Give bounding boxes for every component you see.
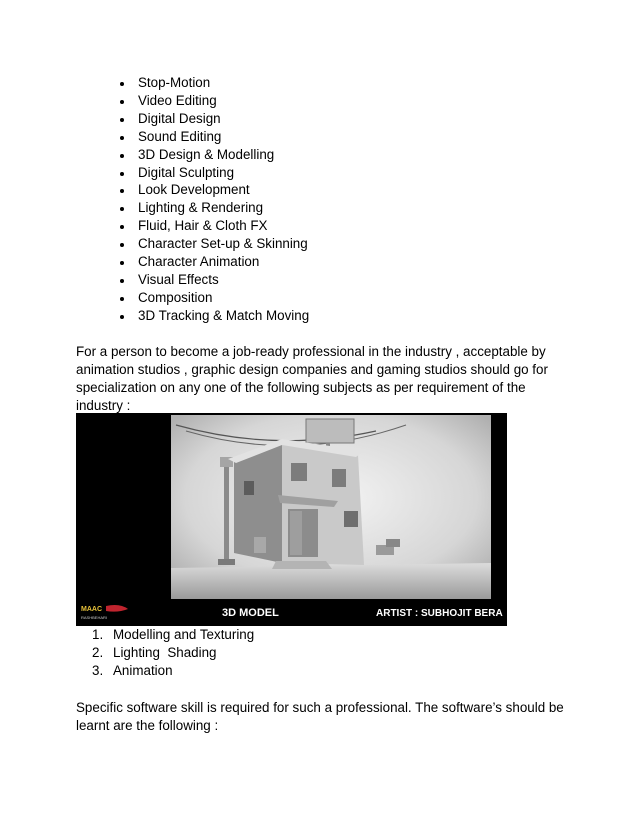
list-number: 2.: [92, 645, 104, 660]
3d-model-render-image: [76, 413, 507, 626]
list-item-label: Animation: [113, 663, 173, 678]
list-item: Video Editing: [118, 92, 309, 110]
list-item: [92, 662, 254, 680]
list-item: 3D Tracking & Match Moving: [118, 307, 309, 325]
list-item: Digital Sculpting: [118, 164, 309, 182]
software-paragraph: Specific software skill is required for such a professional. The software’s should be learnt are the following :: [76, 700, 564, 733]
list-item: Visual Effects: [118, 271, 309, 289]
list-item: [92, 626, 254, 644]
logo-text: MAAC: [81, 606, 102, 613]
list-number: 1.: [92, 627, 104, 642]
skills-bullet-list: [118, 74, 309, 325]
figure-caption-right: ARTIST : SUBHOJIT BERA: [376, 608, 503, 619]
list-item: Fluid, Hair & Cloth FX: [118, 217, 309, 235]
list-item: Character Animation: [118, 253, 309, 271]
specialization-numbered-list: [92, 626, 254, 680]
list-number: 3.: [92, 663, 104, 678]
list-item: Lighting & Rendering: [118, 199, 309, 217]
list-item-label: Lighting Shading: [113, 645, 217, 660]
list-item: Look Development: [118, 181, 309, 199]
list-item: Character Set-up & Skinning: [118, 235, 309, 253]
list-item: Composition: [118, 289, 309, 307]
maac-logo: [80, 602, 128, 620]
list-item: [92, 644, 254, 662]
list-item: Digital Design: [118, 110, 309, 128]
logo-subtext: RASHBEHARI: [81, 615, 108, 620]
render-viewport: [171, 415, 491, 599]
list-item-label: Modelling and Texturing: [113, 627, 255, 642]
list-item: 3D Design & Modelling: [118, 146, 309, 164]
list-item: Stop-Motion: [118, 74, 309, 92]
list-item: Sound Editing: [118, 128, 309, 146]
intro-paragraph: For a person to become a job-ready professional in the industry , acceptable by animation studios , graphic design companies and gaming studios should go for specialization on any one of the following subjects as per requirement of the industry :: [76, 344, 548, 413]
figure-caption-left: 3D MODEL: [222, 607, 279, 619]
